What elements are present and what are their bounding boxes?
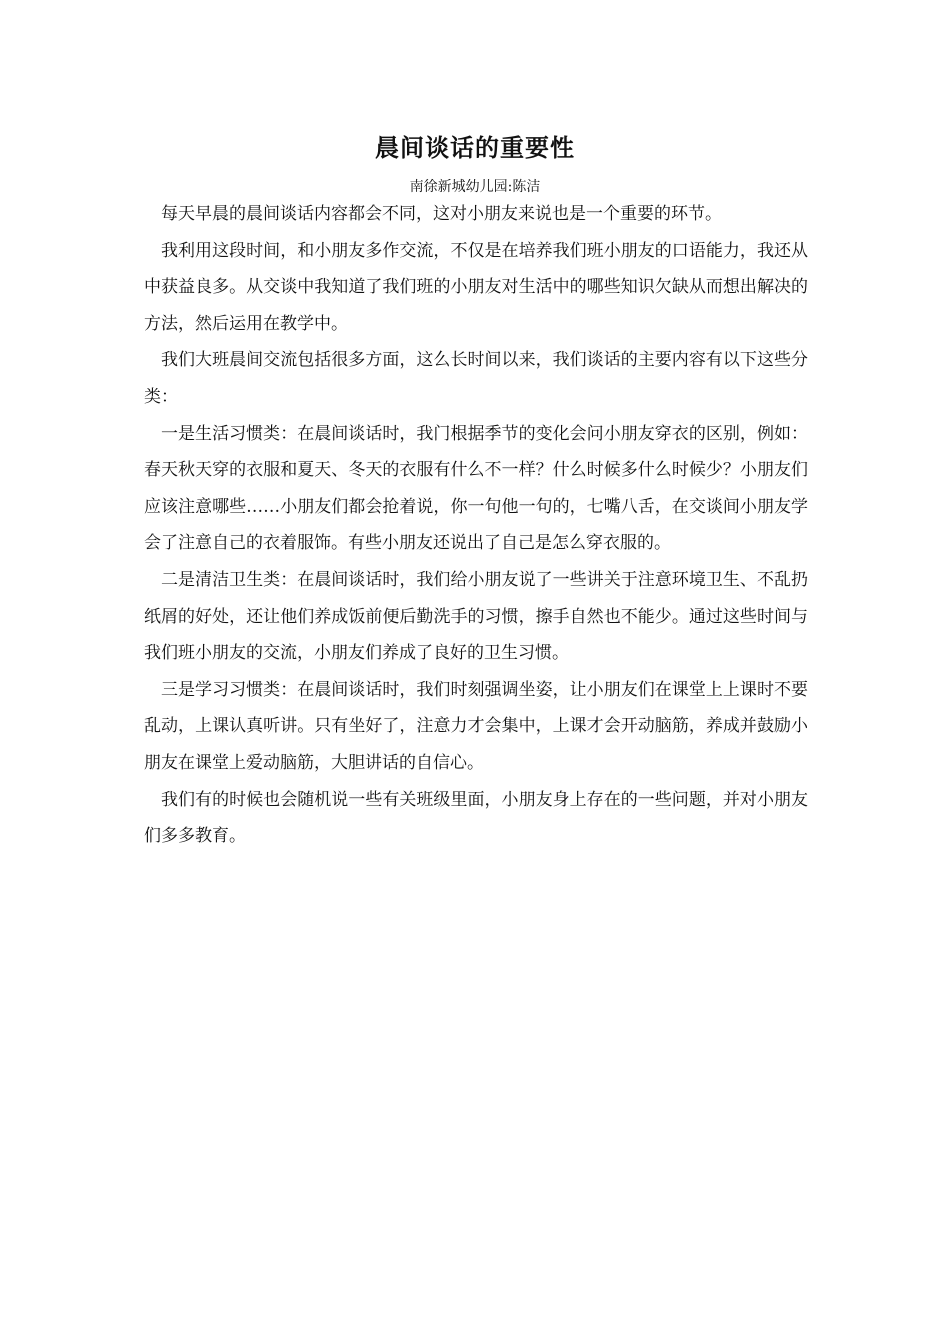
document-title: 晨间谈话的重要性	[375, 134, 575, 162]
paragraph-4: 一是生活习惯类：在晨间谈话时，我门根据季节的变化会问小朋友穿衣的区别，例如：春天秋天穿的衣服和夏天、冬天的衣服有什么不一样？什么时候多什么时候少？小朋友们应该注意哪些……小朋友们都会抢着说，你一句他一句的，七嘴八舌，在交谈间小朋友学会了注意自己的衣着服饰。有些小朋友还说出了自己是怎么穿衣服的。	[144, 423, 808, 554]
document-body	[144, 196, 808, 855]
paragraph-7: 我们有的时候也会随机说一些有关班级里面，小朋友身上存在的一些问题，并对小朋友们多多教育。	[144, 789, 808, 847]
paragraph-5: 二是清洁卫生类：在晨间谈话时，我们给小朋友说了一些讲关于注意环境卫生、不乱扔纸屑的好处，还让他们养成饭前便后勤洗手的习惯，擦手自然也不能少。通过这些时间与我们班小朋友的交流，小朋友们养成了良好的卫生习惯。	[144, 569, 808, 664]
paragraph-6: 三是学习习惯类：在晨间谈话时，我们时刻强调坐姿，让小朋友们在课堂上上课时不要乱动，上课认真听讲。只有坐好了，注意力才会集中，上课才会开动脑筋，养成并鼓励小朋友在课堂上爱动脑筋，大胆讲话的自信心。	[144, 679, 808, 773]
paragraph-1: 每天早晨的晨间谈话内容都会不同，这对小朋友来说也是一个重要的环节。	[161, 204, 722, 224]
paragraph-2: 我利用这段时间，和小朋友多作交流，不仅是在培养我们班小朋友的口语能力，我还从中获益良多。从交谈中我知道了我们班的小朋友对生活中的哪些知识欠缺从而想出解决的方法，然后运用在教学中。	[144, 240, 808, 334]
document-author: 南徐新城幼儿园:陈洁	[409, 179, 541, 195]
paragraph-3: 我们大班晨间交流包括很多方面，这么长时间以来，我们谈话的主要内容有以下这些分类：	[144, 350, 808, 407]
